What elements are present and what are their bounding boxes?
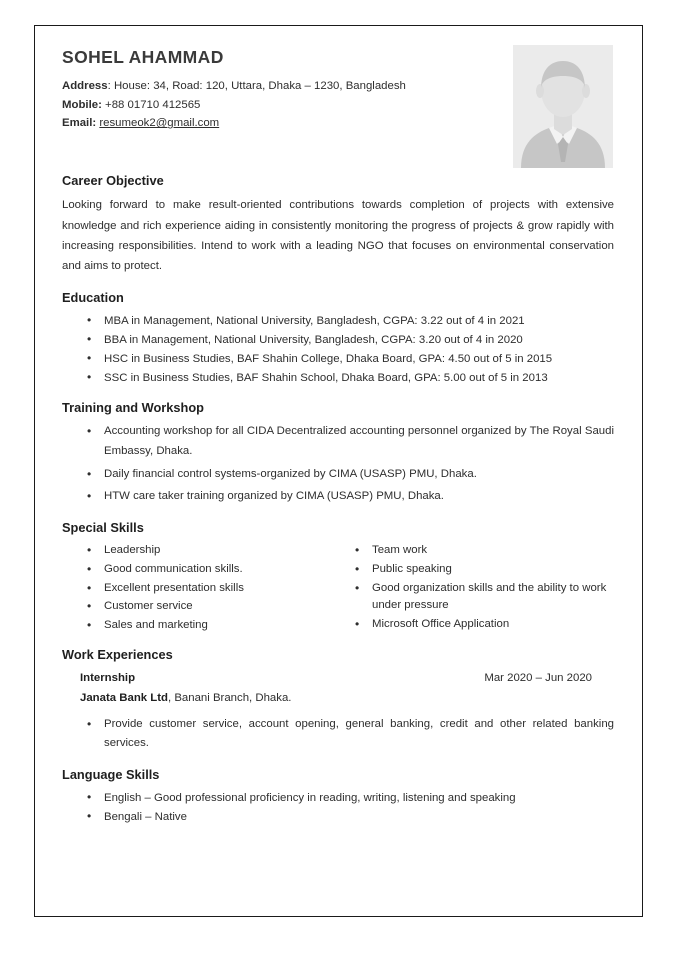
career-objective-text: Looking forward to make result-oriented contributions towards completion of projects with extensive knowledge and rich experience aiding in consistently monitoring the progress of projects & grow rapidly with increasing responsibilities. Intend to work with a leading NGO that focuses on environmental conservation and aims to protect. <box>62 199 614 273</box>
mobile-value: +88 01710 412565 <box>105 98 201 111</box>
list-item: • Microsoft Office Application <box>338 616 614 634</box>
resume-content <box>62 48 614 827</box>
job-date: Mar 2020 – Jun 2020 <box>484 672 592 685</box>
resume-header <box>62 48 614 160</box>
job-title: Internship <box>80 672 136 685</box>
section-title-special-skills: Special Skills <box>62 519 144 535</box>
section-title-career-objective: Career Objective <box>62 173 164 188</box>
list-item: • Bengali – Native <box>62 808 614 826</box>
list-item: • BBA in Management, National University, Bangladesh, CGPA: 3.20 out of 4 in 2020 <box>62 331 614 349</box>
list-item: • Customer service <box>62 598 338 616</box>
mobile-label: Mobile: <box>62 98 102 111</box>
special-skills-columns <box>62 542 614 636</box>
list-item: • English – Good professional proficiency in reading, writing, listening and speaking <box>62 789 614 807</box>
list-item: • Public speaking <box>338 561 614 579</box>
work-experience-list <box>62 715 614 754</box>
section-title-training: Training and Workshop <box>62 399 204 415</box>
section-title-language-skills: Language Skills <box>62 766 160 782</box>
list-item: • Daily financial control systems-organized by CIMA (USASP) PMU, Dhaka. <box>62 465 614 485</box>
list-item: • Team work <box>338 542 614 560</box>
list-item: • Leadership <box>62 542 338 560</box>
training-list <box>62 422 614 506</box>
address-separator: : <box>107 80 114 93</box>
list-item: • Provide customer service, account opening, general banking, credit and other related banking services. <box>62 715 614 754</box>
profile-photo <box>513 45 613 168</box>
special-skills-right-column <box>338 542 614 636</box>
job-header <box>62 669 614 689</box>
special-skills-right-list <box>338 542 614 634</box>
list-item: • Good communication skills. <box>62 561 338 579</box>
page-title: SOHEL AHAMMAD <box>62 47 224 67</box>
list-item: • MBA in Management, National University, Bangladesh, CGPA: 3.22 out of 4 in 2021 <box>62 312 614 330</box>
list-item: • Accounting workshop for all CIDA Decentralized accounting personnel organized by The Royal Saudi Embassy, Dhaka. <box>62 422 614 461</box>
special-skills-left-column <box>62 542 338 636</box>
special-skills-left-list <box>62 542 338 635</box>
job-company <box>62 689 614 709</box>
section-title-education: Education <box>62 289 124 305</box>
list-item: • HSC in Business Studies, BAF Shahin College, Dhaka Board, GPA: 4.50 out of 5 in 2015 <box>62 350 614 368</box>
list-item: • HTW care taker training organized by CIMA (USASP) PMU, Dhaka. <box>62 487 614 507</box>
list-item: • SSC in Business Studies, BAF Shahin School, Dhaka Board, GPA: 5.00 out of 5 in 2013 <box>62 369 614 387</box>
education-list <box>62 312 614 387</box>
list-item: • Good organization skills and the ability to work under pressure <box>338 580 614 616</box>
language-skills-list <box>62 789 614 826</box>
list-item: • Excellent presentation skills <box>62 580 338 598</box>
section-title-work-experiences: Work Experiences <box>62 646 173 662</box>
email-label: Email: <box>62 117 97 130</box>
person-silhouette-icon <box>513 45 613 168</box>
job-company-name: Janata Bank Ltd <box>80 691 168 704</box>
job-company-location: , Banani Branch, Dhaka. <box>167 691 292 704</box>
address-label: Address <box>62 80 108 93</box>
email-link[interactable]: resumeok2@gmail.com <box>99 117 220 130</box>
list-item: • Sales and marketing <box>62 617 338 635</box>
address-value: House: 34, Road: 120, Uttara, Dhaka – 1230, Bangladesh <box>113 80 406 93</box>
